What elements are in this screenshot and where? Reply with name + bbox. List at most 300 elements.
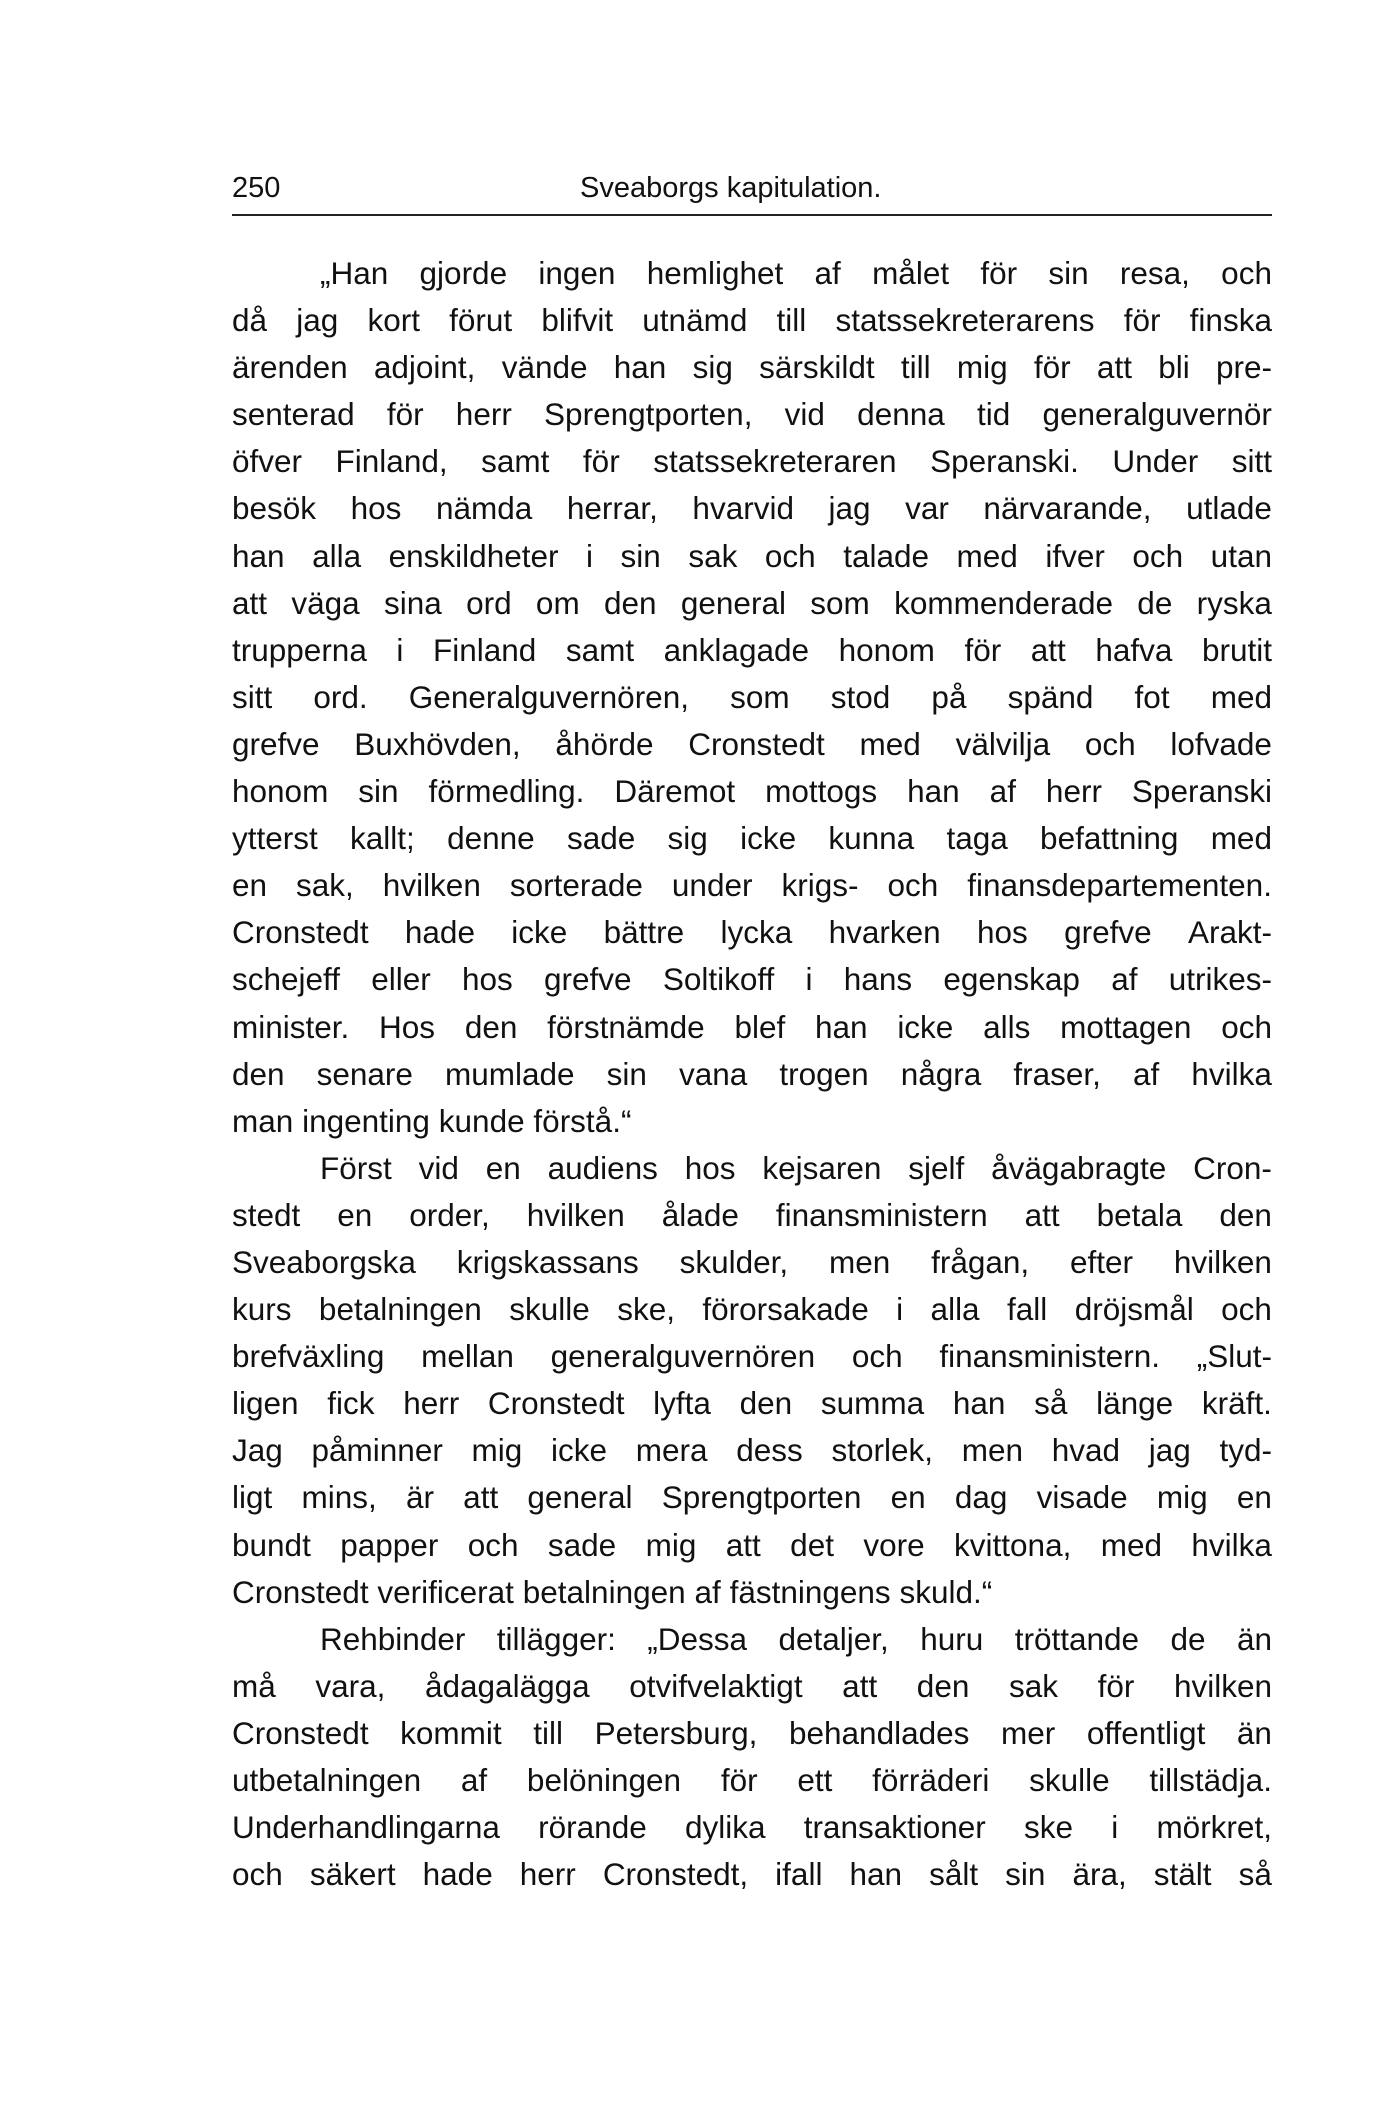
word: hvilka	[1191, 1055, 1272, 1092]
word: krigs-	[781, 867, 859, 904]
word: sade	[547, 1526, 617, 1563]
word: sin	[1005, 1856, 1046, 1893]
word: skuld.“	[899, 1573, 993, 1610]
word: mins,	[301, 1479, 377, 1516]
word: till	[776, 302, 807, 339]
word: trogen	[779, 1055, 869, 1092]
word: en	[485, 1149, 521, 1186]
word: ifver	[1045, 537, 1105, 574]
word: än	[1236, 1620, 1272, 1657]
word: jag	[828, 490, 871, 527]
word: utbetalningen	[232, 1762, 422, 1798]
word: hade	[404, 914, 475, 951]
word: egenskap	[943, 961, 1080, 998]
word: anklagade	[663, 631, 810, 668]
word: bättre	[603, 914, 685, 951]
word: ske	[1024, 1809, 1074, 1846]
word: påminner	[311, 1432, 443, 1469]
word: förstnämde	[547, 1008, 705, 1045]
word: summa	[820, 1385, 925, 1422]
word: af	[1111, 961, 1138, 998]
word: kommenderade	[894, 584, 1113, 621]
word: han	[849, 1856, 903, 1893]
word: huru	[920, 1620, 984, 1657]
word: herr	[403, 1385, 460, 1422]
word: Cronstedt,	[602, 1856, 749, 1893]
word: rörande	[538, 1809, 647, 1846]
word: åvägabragte	[991, 1149, 1167, 1186]
word: belöningen	[526, 1762, 682, 1798]
word: den	[464, 1008, 518, 1045]
word: hvad	[1051, 1432, 1120, 1469]
word: talade	[843, 537, 930, 574]
word: hvilken	[1173, 1667, 1272, 1704]
word: för	[980, 255, 1018, 291]
word: de	[1170, 1620, 1206, 1657]
page-number: 250	[232, 172, 281, 204]
text-line	[232, 909, 1272, 956]
word: han	[952, 1385, 1006, 1422]
word: om	[535, 584, 580, 621]
word: han	[907, 773, 960, 810]
word: Finland	[432, 631, 537, 668]
word: hos	[684, 1149, 736, 1186]
word: hemlighet	[646, 255, 784, 291]
word: än	[1236, 1714, 1272, 1751]
word: att	[725, 1526, 761, 1563]
word: må	[232, 1667, 276, 1704]
word: särskildt	[759, 349, 875, 386]
word: han	[815, 1008, 868, 1045]
word: mottogs	[765, 773, 878, 810]
word: af	[989, 773, 1016, 810]
word: målet	[872, 255, 950, 291]
word: Rehbinder	[320, 1620, 466, 1657]
word: vana	[678, 1055, 748, 1092]
word: grefve	[1064, 914, 1152, 951]
word: sade	[566, 820, 636, 857]
word: och	[1221, 1008, 1272, 1045]
word: kräft.	[1201, 1385, 1272, 1422]
word: Underhandlingarna	[232, 1809, 500, 1846]
word: sin	[606, 1055, 647, 1092]
word: mig	[1156, 1479, 1208, 1516]
word: kunna	[828, 820, 915, 857]
word: välvilja	[955, 725, 1051, 762]
word: med	[859, 725, 921, 762]
word: Soltikoff	[662, 961, 775, 998]
word: den	[604, 584, 657, 621]
word: och	[1221, 255, 1272, 291]
word: sak	[688, 537, 738, 574]
word: minister.	[232, 1008, 350, 1045]
word: Sprengtporten,	[544, 396, 753, 433]
word: hvarvid	[692, 490, 794, 527]
word: förut	[449, 302, 513, 339]
word: och	[851, 1338, 903, 1375]
word: honom	[232, 773, 329, 810]
text-line	[232, 485, 1272, 532]
text-line	[232, 1804, 1272, 1851]
word: för	[720, 1762, 758, 1798]
word: Cronstedt	[232, 914, 369, 951]
word: Cronstedt	[232, 1714, 369, 1751]
word: icke	[740, 820, 797, 857]
word: mer	[1000, 1714, 1056, 1751]
word: skulle	[1029, 1762, 1110, 1798]
word: ifall	[775, 1856, 823, 1893]
word: hvilka	[1191, 1526, 1272, 1563]
word: order,	[409, 1196, 490, 1233]
word: bli	[1158, 349, 1190, 386]
word: och	[232, 1856, 283, 1893]
word: icke	[551, 1432, 608, 1469]
word: blef	[734, 1008, 786, 1045]
word: och	[1132, 537, 1184, 574]
word: och	[1221, 1291, 1272, 1328]
word: ingen	[538, 255, 616, 291]
word: fot	[1134, 678, 1170, 715]
word: man	[232, 1102, 294, 1139]
word: jag	[1148, 1432, 1191, 1469]
word: den	[739, 1385, 793, 1422]
word: jag	[296, 302, 339, 339]
word: hos	[462, 961, 513, 998]
text-line	[232, 1239, 1272, 1286]
word: hvarken	[828, 914, 941, 951]
text-line	[232, 1663, 1272, 1710]
word: Speranski.	[930, 443, 1079, 480]
word: senare	[316, 1055, 413, 1092]
word: för	[1097, 1667, 1135, 1704]
word: Jag	[232, 1432, 283, 1469]
word: kort	[367, 302, 420, 339]
word: hans	[843, 961, 913, 998]
word: hade	[422, 1856, 493, 1893]
word: vara,	[315, 1667, 386, 1704]
word: i	[586, 537, 594, 574]
word: sak	[1008, 1667, 1058, 1704]
word: trupperna	[232, 631, 367, 668]
word: närvarande,	[983, 490, 1152, 527]
word: att	[463, 1479, 499, 1516]
text-line	[232, 1710, 1272, 1757]
word: att	[842, 1667, 878, 1704]
word: en	[890, 1479, 926, 1516]
word: utan	[1210, 537, 1272, 574]
word: tillstädja.	[1149, 1762, 1272, 1798]
word: med	[1210, 678, 1272, 715]
word: otvifvelaktigt	[629, 1667, 803, 1704]
text-line	[232, 1474, 1272, 1521]
word: den	[232, 1055, 285, 1092]
word: papper	[340, 1526, 439, 1563]
text-line	[232, 1004, 1272, 1051]
word: alla	[930, 1291, 980, 1328]
word: sig	[667, 820, 708, 857]
word: icke	[897, 1008, 954, 1045]
word: Speranski	[1131, 773, 1272, 810]
word: sina	[383, 584, 442, 621]
word: denna	[857, 396, 945, 433]
text-line	[232, 627, 1272, 674]
word: hos	[976, 914, 1028, 951]
text-line	[232, 815, 1272, 862]
word: Hos	[379, 1008, 436, 1045]
word: mottagen	[1060, 1008, 1192, 1045]
word: senterad	[232, 396, 355, 433]
word: tyd-	[1219, 1432, 1272, 1469]
body-text	[232, 250, 1272, 1898]
word: mellan	[421, 1338, 514, 1375]
word: ord.	[313, 678, 368, 715]
text-line	[232, 768, 1272, 815]
word: behandlades	[788, 1714, 970, 1751]
word: generalguvernören	[550, 1338, 816, 1375]
word: herr	[519, 1856, 576, 1893]
word: dröjsmål	[1074, 1291, 1194, 1328]
word: fick	[327, 1385, 375, 1422]
word: brutit	[1201, 631, 1272, 668]
word: då	[232, 302, 268, 339]
word: men	[961, 1432, 1023, 1469]
word: eller	[371, 961, 431, 998]
word: sjelf	[908, 1149, 965, 1186]
word: finansdepartementen.	[967, 867, 1272, 904]
word: icke	[511, 914, 568, 951]
word: han	[613, 349, 667, 386]
word: honom	[838, 631, 935, 668]
text-line	[232, 580, 1272, 627]
word: Generalguvernören,	[408, 678, 689, 715]
text-line	[232, 1145, 1272, 1192]
word: att	[1024, 1196, 1060, 1233]
word: nämda	[435, 490, 533, 527]
word: af	[814, 255, 841, 291]
word: att	[1096, 349, 1132, 386]
word: sig	[692, 349, 733, 386]
word: för	[964, 631, 1002, 668]
word: utlade	[1186, 490, 1272, 527]
word: tid	[977, 396, 1011, 433]
text-line	[232, 721, 1272, 768]
word: hvilken	[526, 1196, 625, 1233]
word: befattning	[1040, 820, 1179, 857]
word: vid	[418, 1149, 459, 1186]
word: statssekreteraren	[653, 443, 897, 480]
word: en	[232, 867, 268, 904]
word: finansministern.	[939, 1338, 1160, 1375]
word: visade	[1036, 1479, 1128, 1516]
word: grefve	[544, 961, 632, 998]
word: sak,	[296, 867, 354, 904]
word: utrikes-	[1168, 961, 1272, 998]
word: mig	[471, 1432, 523, 1469]
text-line	[232, 1427, 1272, 1474]
word: som	[810, 584, 870, 621]
word: och	[764, 537, 816, 574]
word: i	[396, 631, 404, 668]
word: alls	[983, 1008, 1031, 1045]
word: brefväxling	[232, 1338, 385, 1375]
text-line	[232, 956, 1272, 1003]
word: på	[931, 678, 967, 715]
text-line	[232, 1757, 1272, 1804]
word: stält	[1153, 1856, 1212, 1893]
word: „Slut-	[1196, 1338, 1272, 1375]
word: lyfta	[653, 1385, 711, 1422]
word: en	[1236, 1479, 1272, 1516]
word: säkert	[309, 1856, 396, 1893]
word: ålade	[661, 1196, 739, 1233]
text-line	[232, 344, 1272, 391]
word: gjorde	[419, 255, 508, 291]
word: krigskassans	[456, 1243, 639, 1280]
word: kurs	[232, 1291, 292, 1328]
text-line	[232, 1192, 1272, 1239]
word: hafva	[1095, 631, 1173, 668]
word: ådagalägga	[424, 1667, 590, 1704]
word: fall	[1007, 1291, 1048, 1328]
word: är	[405, 1479, 434, 1516]
word: efter	[1070, 1243, 1134, 1280]
word: med	[1210, 820, 1272, 857]
text-line	[232, 1522, 1272, 1569]
word: sitt	[1231, 443, 1272, 480]
text-line	[232, 250, 1272, 297]
word: denne	[447, 820, 535, 857]
word: för	[386, 396, 424, 433]
header-rule	[232, 214, 1272, 216]
word: verificerat	[377, 1573, 514, 1610]
word: och	[887, 867, 939, 904]
word: till	[533, 1714, 563, 1751]
word: Arakt-	[1187, 914, 1272, 951]
word: med	[956, 537, 1018, 574]
word: herr	[455, 396, 512, 433]
text-line	[232, 438, 1272, 485]
word: hvilken	[382, 867, 481, 904]
text-line	[232, 674, 1272, 721]
word: offentligt	[1086, 1714, 1206, 1751]
word: sålt	[929, 1856, 979, 1893]
word: frågan,	[931, 1243, 1030, 1280]
word: till	[900, 349, 931, 386]
word: ske,	[617, 1291, 675, 1328]
word: Sprengtporten	[661, 1479, 862, 1516]
word: kunde	[438, 1102, 525, 1139]
word: ligt	[232, 1479, 273, 1516]
word: general	[680, 584, 786, 621]
word: för	[1033, 349, 1071, 386]
word: ryska	[1196, 584, 1272, 621]
word: herrar,	[566, 490, 658, 527]
word: transaktioner	[803, 1809, 986, 1846]
word: i	[1111, 1809, 1119, 1846]
word: Cronstedt	[487, 1385, 625, 1422]
word: så	[1238, 1856, 1272, 1893]
word: sin	[1048, 255, 1089, 291]
word: att	[232, 584, 268, 621]
word: och	[467, 1526, 519, 1563]
word: bundt	[232, 1526, 311, 1563]
text-line	[232, 1569, 1272, 1616]
word: statssekreterarens	[835, 302, 1095, 339]
word: adjoint,	[373, 349, 476, 386]
word: „Dessa	[647, 1620, 748, 1657]
word: skulder,	[679, 1243, 789, 1280]
text-line	[232, 533, 1272, 580]
word: Cronstedt	[688, 725, 825, 762]
word: grefve	[232, 725, 320, 762]
word: mig	[645, 1526, 697, 1563]
running-title: Sveaborgs kapitulation.	[580, 172, 882, 204]
word: sorterade	[509, 867, 643, 904]
word: med	[1100, 1526, 1163, 1563]
text-line	[232, 1333, 1272, 1380]
word: Sveaborgska	[232, 1243, 416, 1280]
word: stedt	[232, 1196, 301, 1233]
word: vid	[784, 396, 825, 433]
word: länge	[1096, 1385, 1174, 1422]
word: fästningens	[729, 1573, 891, 1610]
word: väga	[291, 584, 360, 621]
text-line	[232, 1616, 1272, 1663]
word: enskildheter	[388, 537, 559, 574]
word: att	[1030, 631, 1066, 668]
word: den	[1219, 1196, 1272, 1233]
word: spänd	[1007, 678, 1094, 715]
word: Finland,	[335, 443, 448, 480]
text-line	[232, 1098, 1272, 1145]
word: Cron-	[1193, 1149, 1272, 1186]
word: ytterst	[232, 820, 318, 857]
word: blifvit	[541, 302, 614, 339]
word: af	[694, 1573, 721, 1610]
word: en	[337, 1196, 373, 1233]
word: några	[900, 1055, 982, 1092]
word: betala	[1096, 1196, 1183, 1233]
word: samt	[481, 443, 550, 480]
word: hos	[350, 490, 402, 527]
word: mumlade	[445, 1055, 575, 1092]
word: kallt;	[350, 820, 415, 857]
word: öfver	[232, 443, 303, 480]
word: fraser,	[1013, 1055, 1101, 1092]
page-header	[232, 168, 1272, 214]
word: var	[905, 490, 949, 527]
word: audiens	[547, 1149, 658, 1186]
text-line	[232, 297, 1272, 344]
word: förstå.“	[533, 1102, 632, 1139]
word: men	[829, 1243, 891, 1280]
word: af	[1133, 1055, 1160, 1092]
word: förmedling.	[428, 773, 585, 810]
word: hvilken	[1173, 1243, 1272, 1280]
word: han	[232, 537, 285, 574]
word: besök	[232, 490, 317, 527]
word: af	[460, 1762, 488, 1798]
word: kejsaren	[762, 1149, 882, 1186]
word: det	[790, 1526, 834, 1563]
word: skulle	[509, 1291, 590, 1328]
word: finska	[1189, 302, 1272, 339]
word: sin	[358, 773, 399, 810]
word: vände	[501, 349, 588, 386]
word: generalguvernör	[1042, 396, 1272, 433]
word: och	[1084, 725, 1136, 762]
word: tröttande	[1014, 1620, 1140, 1657]
